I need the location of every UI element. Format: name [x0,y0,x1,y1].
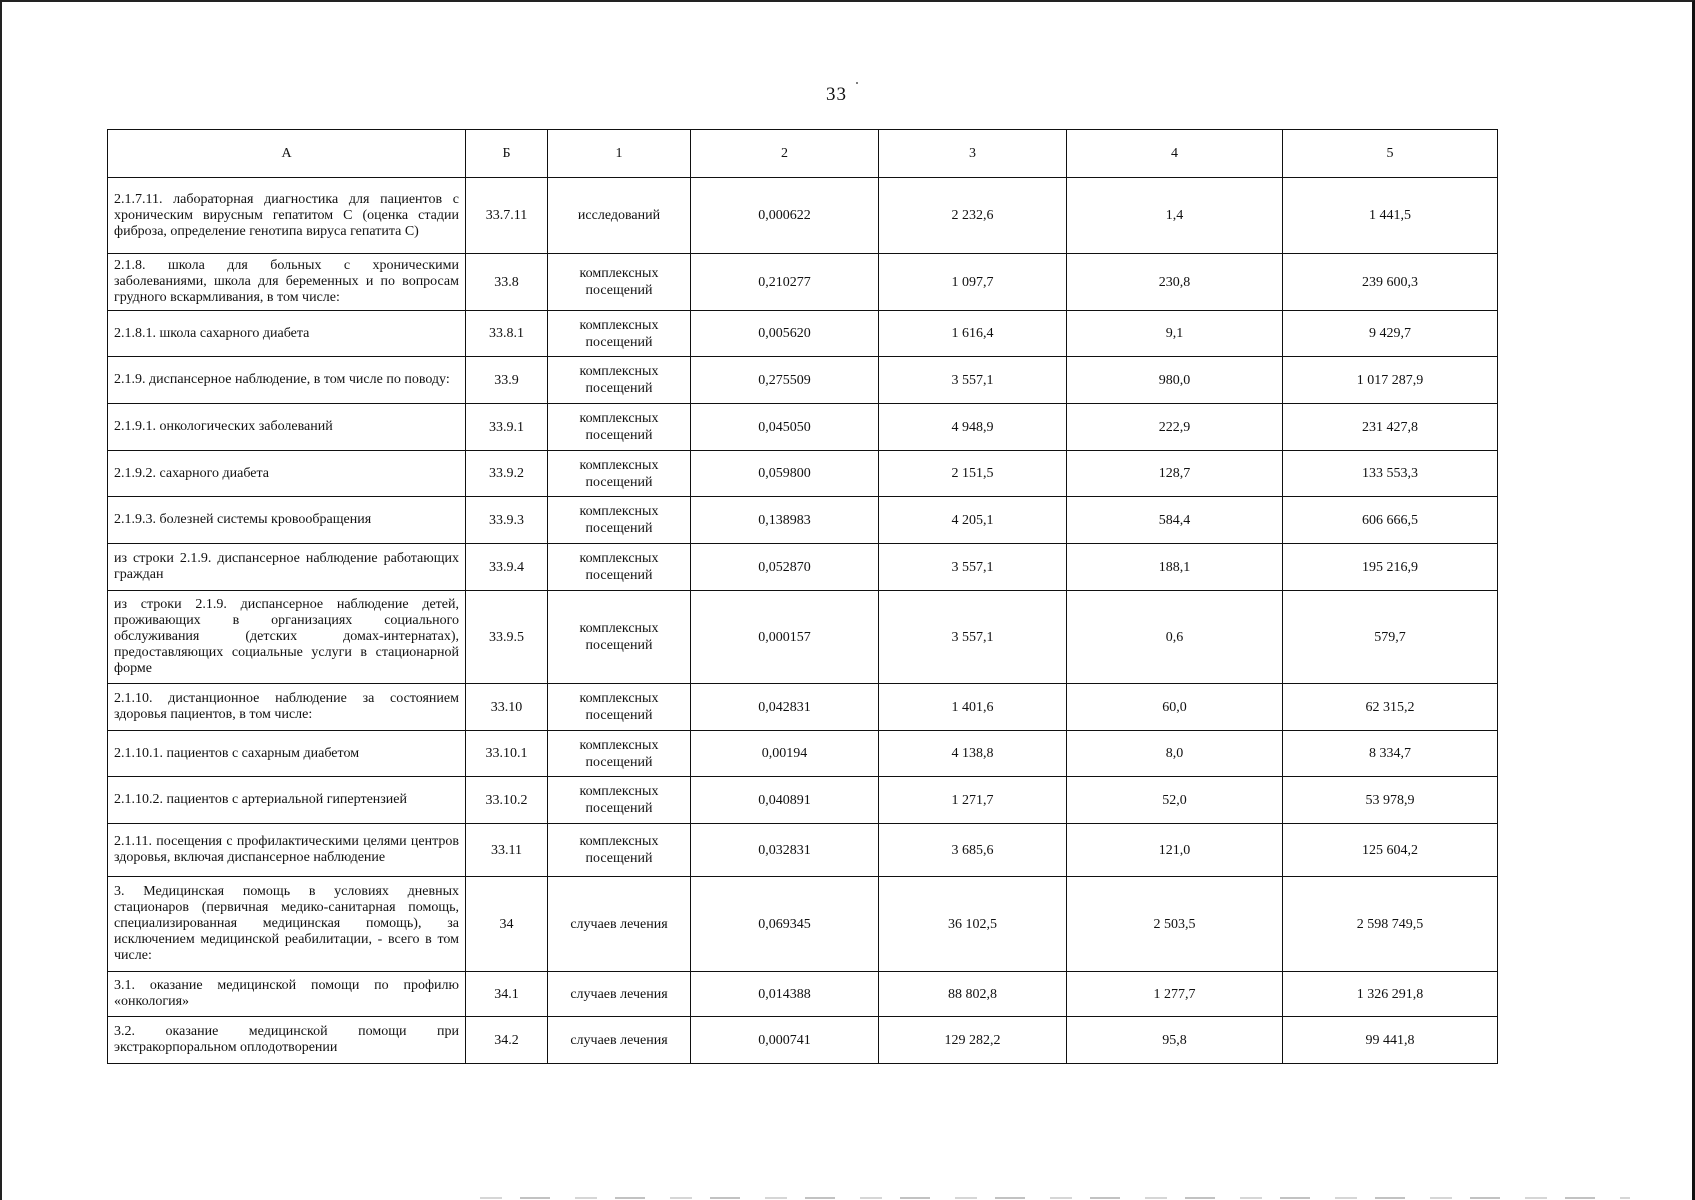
row-value-2: 0,000622 [691,178,879,254]
row-value-5: 195 216,9 [1283,544,1498,591]
row-value-3: 3 557,1 [879,591,1067,684]
row-value-5: 99 441,8 [1283,1017,1498,1064]
table-row [108,544,1498,591]
header-col-a: А [108,130,466,178]
row-value-3: 3 557,1 [879,357,1067,404]
row-value-2: 0,00194 [691,731,879,777]
row-value-3: 88 802,8 [879,972,1067,1017]
row-description: 2.1.10.2. пациентов с артериальной гипертензией [108,777,466,824]
row-value-2: 0,210277 [691,254,879,311]
row-value-3: 4 205,1 [879,497,1067,544]
row-value-5: 231 427,8 [1283,404,1498,451]
row-value-4: 60,0 [1067,684,1283,731]
row-value-5: 606 666,5 [1283,497,1498,544]
row-unit: комплексных посещений [548,451,691,497]
table-row [108,824,1498,877]
row-value-5: 53 978,9 [1283,777,1498,824]
row-value-2: 0,138983 [691,497,879,544]
row-unit: комплексных посещений [548,497,691,544]
row-value-2: 0,032831 [691,824,879,877]
row-description: 2.1.9.3. болезней системы кровообращения [108,497,466,544]
row-description: 2.1.7.11. лабораторная диагностика для пациентов с хроническим вирусным гепатитом С (оценка стадии фиброза, определение генотипа вируса гепатита С) [108,178,466,254]
row-code: 33.10 [466,684,548,731]
row-unit: случаев лечения [548,972,691,1017]
row-value-2: 0,059800 [691,451,879,497]
table-row [108,178,1498,254]
row-unit: случаев лечения [548,1017,691,1064]
row-unit: комплексных посещений [548,357,691,404]
row-value-4: 128,7 [1067,451,1283,497]
data-table [107,129,1498,1064]
row-code: 33.9.5 [466,591,548,684]
row-code: 33.7.11 [466,178,548,254]
row-value-3: 1 097,7 [879,254,1067,311]
row-code: 33.9.4 [466,544,548,591]
row-description: из строки 2.1.9. диспансерное наблюдение работающих граждан [108,544,466,591]
row-value-2: 0,005620 [691,311,879,357]
header-col-b: Б [466,130,548,178]
row-value-5: 2 598 749,5 [1283,877,1498,972]
row-description: 3.2. оказание медицинской помощи при экстракорпоральном оплодотворении [108,1017,466,1064]
row-description: 2.1.10. дистанционное наблюдение за состоянием здоровья пациентов, в том числе: [108,684,466,731]
row-description: из строки 2.1.9. диспансерное наблюдение детей, проживающих в организациях социального обслуживания (детских домах-интернатах), предоставляющих социальные услуги в стационарной форме [108,591,466,684]
row-code: 34 [466,877,548,972]
row-unit: исследований [548,178,691,254]
row-value-3: 3 685,6 [879,824,1067,877]
header-row [108,130,1498,178]
table-row [108,877,1498,972]
scan-noise [480,1197,1630,1199]
row-value-4: 584,4 [1067,497,1283,544]
row-value-3: 4 948,9 [879,404,1067,451]
row-value-5: 1 326 291,8 [1283,972,1498,1017]
row-code: 33.11 [466,824,548,877]
row-value-4: 222,9 [1067,404,1283,451]
row-value-4: 188,1 [1067,544,1283,591]
row-code: 33.9.2 [466,451,548,497]
row-value-2: 0,042831 [691,684,879,731]
row-value-4: 1 277,7 [1067,972,1283,1017]
row-value-2: 0,000157 [691,591,879,684]
row-value-5: 9 429,7 [1283,311,1498,357]
row-value-3: 129 282,2 [879,1017,1067,1064]
row-unit: комплексных посещений [548,777,691,824]
header-col-4: 4 [1067,130,1283,178]
row-description: 2.1.10.1. пациентов с сахарным диабетом [108,731,466,777]
row-value-4: 980,0 [1067,357,1283,404]
row-value-2: 0,052870 [691,544,879,591]
row-description: 2.1.9. диспансерное наблюдение, в том числе по поводу: [108,357,466,404]
row-unit: комплексных посещений [548,254,691,311]
row-value-2: 0,000741 [691,1017,879,1064]
row-unit: комплексных посещений [548,684,691,731]
row-value-2: 0,014388 [691,972,879,1017]
row-code: 33.9.1 [466,404,548,451]
row-value-2: 0,275509 [691,357,879,404]
row-unit: комплексных посещений [548,731,691,777]
row-description: 3. Медицинская помощь в условиях дневных стационаров (первичная медико-санитарная помощь, специализированная медицинская помощь), за исключением медицинской реабилитации, - всего в том числе: [108,877,466,972]
row-value-2: 0,040891 [691,777,879,824]
table-row [108,591,1498,684]
row-value-4: 52,0 [1067,777,1283,824]
scan-speck [856,82,858,84]
row-value-3: 1 271,7 [879,777,1067,824]
row-value-5: 1 017 287,9 [1283,357,1498,404]
row-unit: комплексных посещений [548,311,691,357]
row-value-2: 0,045050 [691,404,879,451]
row-value-4: 1,4 [1067,178,1283,254]
row-value-3: 1 401,6 [879,684,1067,731]
row-code: 34.1 [466,972,548,1017]
row-value-3: 2 232,6 [879,178,1067,254]
table-row [108,254,1498,311]
row-description: 2.1.8.1. школа сахарного диабета [108,311,466,357]
row-unit: комплексных посещений [548,591,691,684]
header-col-5: 5 [1283,130,1498,178]
row-value-3: 4 138,8 [879,731,1067,777]
table-row [108,777,1498,824]
table-row [108,731,1498,777]
row-value-5: 62 315,2 [1283,684,1498,731]
table-row [108,972,1498,1017]
row-value-4: 95,8 [1067,1017,1283,1064]
table-row [108,311,1498,357]
row-description: 2.1.9.1. онкологических заболеваний [108,404,466,451]
table-row [108,404,1498,451]
row-unit: комплексных посещений [548,824,691,877]
row-description: 3.1. оказание медицинской помощи по профилю «онкология» [108,972,466,1017]
row-value-3: 2 151,5 [879,451,1067,497]
row-value-4: 230,8 [1067,254,1283,311]
row-unit: случаев лечения [548,877,691,972]
table-row [108,497,1498,544]
row-value-3: 36 102,5 [879,877,1067,972]
row-value-5: 125 604,2 [1283,824,1498,877]
row-value-4: 2 503,5 [1067,877,1283,972]
row-code: 34.2 [466,1017,548,1064]
row-code: 33.9 [466,357,548,404]
row-code: 33.8.1 [466,311,548,357]
row-value-5: 579,7 [1283,591,1498,684]
row-value-4: 9,1 [1067,311,1283,357]
row-unit: комплексных посещений [548,544,691,591]
row-code: 33.9.3 [466,497,548,544]
row-description: 2.1.9.2. сахарного диабета [108,451,466,497]
row-value-3: 1 616,4 [879,311,1067,357]
row-value-5: 8 334,7 [1283,731,1498,777]
row-description: 2.1.8. школа для больных с хроническими заболеваниями, школа для беременных и по вопросам грудного вскармливания, в том числе: [108,254,466,311]
header-col-1: 1 [548,130,691,178]
row-value-5: 133 553,3 [1283,451,1498,497]
row-code: 33.10.1 [466,731,548,777]
table-row [108,1017,1498,1064]
row-value-4: 8,0 [1067,731,1283,777]
row-value-3: 3 557,1 [879,544,1067,591]
row-description: 2.1.11. посещения с профилактическими целями центров здоровья, включая диспансерное наблюдение [108,824,466,877]
table-row [108,684,1498,731]
row-value-2: 0,069345 [691,877,879,972]
row-value-5: 239 600,3 [1283,254,1498,311]
row-value-5: 1 441,5 [1283,178,1498,254]
page-number: 33 [826,84,847,105]
row-value-4: 0,6 [1067,591,1283,684]
row-unit: комплексных посещений [548,404,691,451]
row-code: 33.8 [466,254,548,311]
table-row [108,451,1498,497]
row-value-4: 121,0 [1067,824,1283,877]
header-col-3: 3 [879,130,1067,178]
row-code: 33.10.2 [466,777,548,824]
table-row [108,357,1498,404]
header-col-2: 2 [691,130,879,178]
